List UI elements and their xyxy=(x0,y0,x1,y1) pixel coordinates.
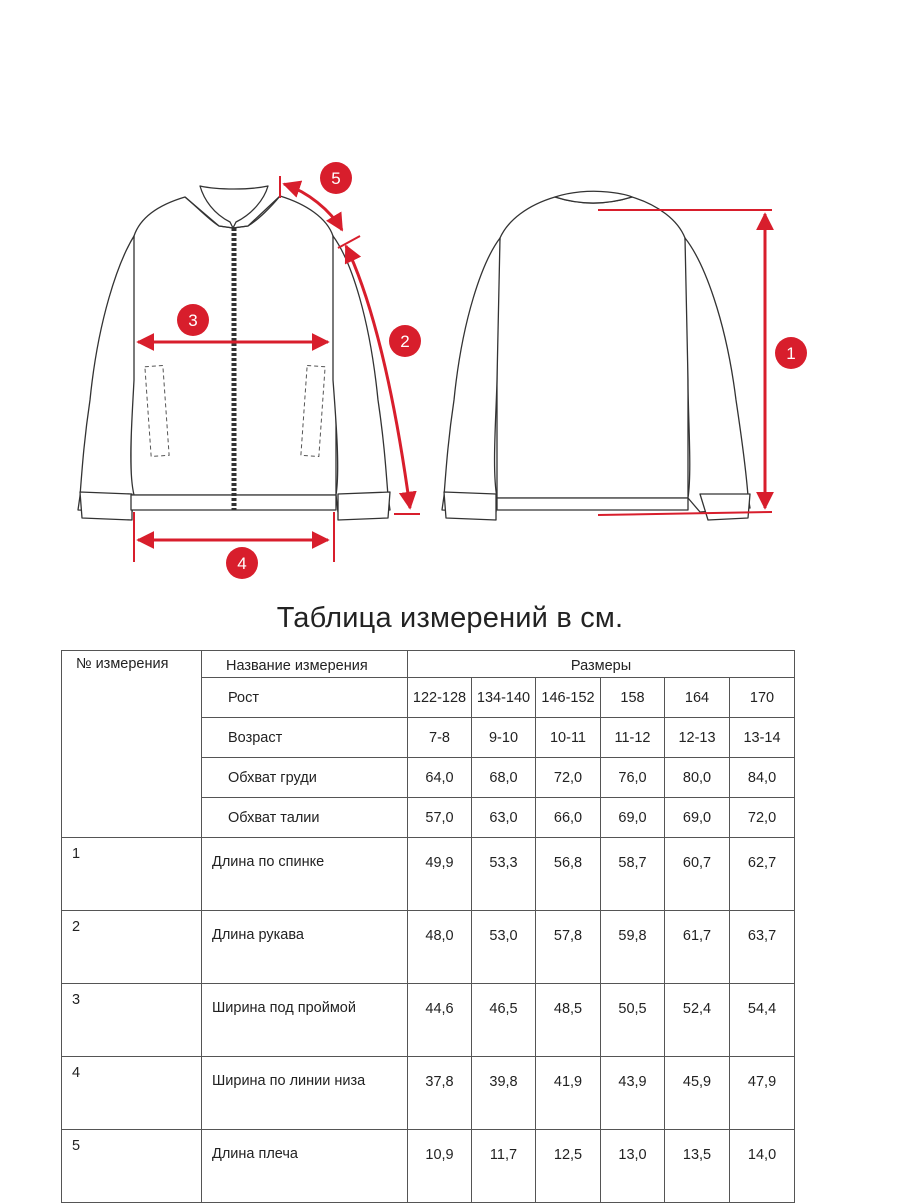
measurement-value: 53,0 xyxy=(472,911,536,984)
measurement-number: 4 xyxy=(62,1057,202,1130)
back-body-outline xyxy=(497,197,688,498)
measurement-value: 48,0 xyxy=(408,911,472,984)
jacket-back-view xyxy=(442,191,750,520)
param-value: 10-11 xyxy=(536,718,601,758)
param-value: 57,0 xyxy=(408,798,472,838)
param-value: 76,0 xyxy=(601,758,665,798)
param-value: 64,0 xyxy=(408,758,472,798)
measurement-table xyxy=(61,650,795,1203)
param-value: 72,0 xyxy=(536,758,601,798)
measurement-value: 14,0 xyxy=(730,1130,795,1203)
measurement-value: 48,5 xyxy=(536,984,601,1057)
measurement-value: 43,9 xyxy=(601,1057,665,1130)
measurement-row xyxy=(62,1130,795,1203)
measurement-row xyxy=(62,911,795,984)
measurement-value: 13,0 xyxy=(601,1130,665,1203)
measurement-value: 37,8 xyxy=(408,1057,472,1130)
measurement-value: 61,7 xyxy=(665,911,730,984)
measurement-value: 47,9 xyxy=(730,1057,795,1130)
measurement-value: 46,5 xyxy=(472,984,536,1057)
param-value: 84,0 xyxy=(730,758,795,798)
measurement-value: 52,4 xyxy=(665,984,730,1057)
measurement-value: 44,6 xyxy=(408,984,472,1057)
measurement-name: Ширина по линии низа xyxy=(202,1057,408,1130)
param-value: 72,0 xyxy=(730,798,795,838)
measurement-value: 58,7 xyxy=(601,838,665,911)
badge-4 xyxy=(226,547,258,579)
measurement-value: 62,7 xyxy=(730,838,795,911)
param-value: 80,0 xyxy=(665,758,730,798)
badge-1-label: 1 xyxy=(786,344,796,363)
back-right-cuff xyxy=(700,494,750,520)
param-value: 12-13 xyxy=(665,718,730,758)
param-value: 170 xyxy=(730,678,795,718)
badge-3-label: 3 xyxy=(188,311,198,330)
measurement-value: 59,8 xyxy=(601,911,665,984)
param-value: 66,0 xyxy=(536,798,601,838)
measurement-name: Длина рукава xyxy=(202,911,408,984)
measurement-value: 12,5 xyxy=(536,1130,601,1203)
measurement-value: 13,5 xyxy=(665,1130,730,1203)
param-value: 7-8 xyxy=(408,718,472,758)
table-title: Таблица измерений в см. xyxy=(276,602,624,634)
measurement-value: 50,5 xyxy=(601,984,665,1057)
measurement-value: 10,9 xyxy=(408,1130,472,1203)
table-header-row xyxy=(62,651,795,678)
param-value: 122-128 xyxy=(408,678,472,718)
measurement-name: Длина плеча xyxy=(202,1130,408,1203)
measurement-value: 49,9 xyxy=(408,838,472,911)
measurement-value: 60,7 xyxy=(665,838,730,911)
front-right-sleeve xyxy=(333,236,390,512)
badge-3 xyxy=(177,304,209,336)
badge-2 xyxy=(389,325,421,357)
param-value: 69,0 xyxy=(665,798,730,838)
param-value: 164 xyxy=(665,678,730,718)
measurement-number: 2 xyxy=(62,911,202,984)
measurement-number: 1 xyxy=(62,838,202,911)
header-measure-name: Название измерения xyxy=(202,651,408,678)
measurement-row xyxy=(62,1057,795,1130)
measurement-value: 53,3 xyxy=(472,838,536,911)
badge-4-label: 4 xyxy=(237,554,247,573)
measurement-value: 45,9 xyxy=(665,1057,730,1130)
measurement-value: 56,8 xyxy=(536,838,601,911)
measurement-value: 63,7 xyxy=(730,911,795,984)
measurement-value: 57,8 xyxy=(536,911,601,984)
measurement-name: Длина по спинке xyxy=(202,838,408,911)
param-value: 158 xyxy=(601,678,665,718)
header-measure-number: № измерения xyxy=(62,651,202,838)
front-hem-band xyxy=(131,495,336,510)
param-value: 69,0 xyxy=(601,798,665,838)
param-value: 146-152 xyxy=(536,678,601,718)
param-value: 13-14 xyxy=(730,718,795,758)
measurement-value: 54,4 xyxy=(730,984,795,1057)
measurement-value: 41,9 xyxy=(536,1057,601,1130)
param-value: 134-140 xyxy=(472,678,536,718)
header-sizes: Размеры xyxy=(408,651,795,678)
back-left-cuff xyxy=(444,492,496,520)
jacket-measurement-diagram xyxy=(0,0,900,600)
measurement-row xyxy=(62,838,795,911)
front-left-cuff xyxy=(80,492,132,520)
param-value: 68,0 xyxy=(472,758,536,798)
back-hem-band xyxy=(497,498,688,510)
measurement-name: Ширина под проймой xyxy=(202,984,408,1057)
back-left-sleeve xyxy=(442,238,500,512)
param-name: Рост xyxy=(202,678,408,718)
measurement-row xyxy=(62,984,795,1057)
param-name: Возраст xyxy=(202,718,408,758)
front-right-cuff xyxy=(338,492,390,520)
badge-5 xyxy=(320,162,352,194)
front-left-sleeve xyxy=(78,236,134,512)
param-value: 11-12 xyxy=(601,718,665,758)
measurement-number: 5 xyxy=(62,1130,202,1203)
measurement-value: 39,8 xyxy=(472,1057,536,1130)
param-name: Обхват груди xyxy=(202,758,408,798)
param-value: 63,0 xyxy=(472,798,536,838)
back-right-sleeve xyxy=(685,238,750,512)
measurement-number: 3 xyxy=(62,984,202,1057)
param-name: Обхват талии xyxy=(202,798,408,838)
measurement-value: 11,7 xyxy=(472,1130,536,1203)
badge-2-label: 2 xyxy=(400,332,410,351)
arrow-sleeve-tick-top xyxy=(338,236,360,248)
badge-5-label: 5 xyxy=(331,169,341,188)
badge-1 xyxy=(775,337,807,369)
param-value: 9-10 xyxy=(472,718,536,758)
